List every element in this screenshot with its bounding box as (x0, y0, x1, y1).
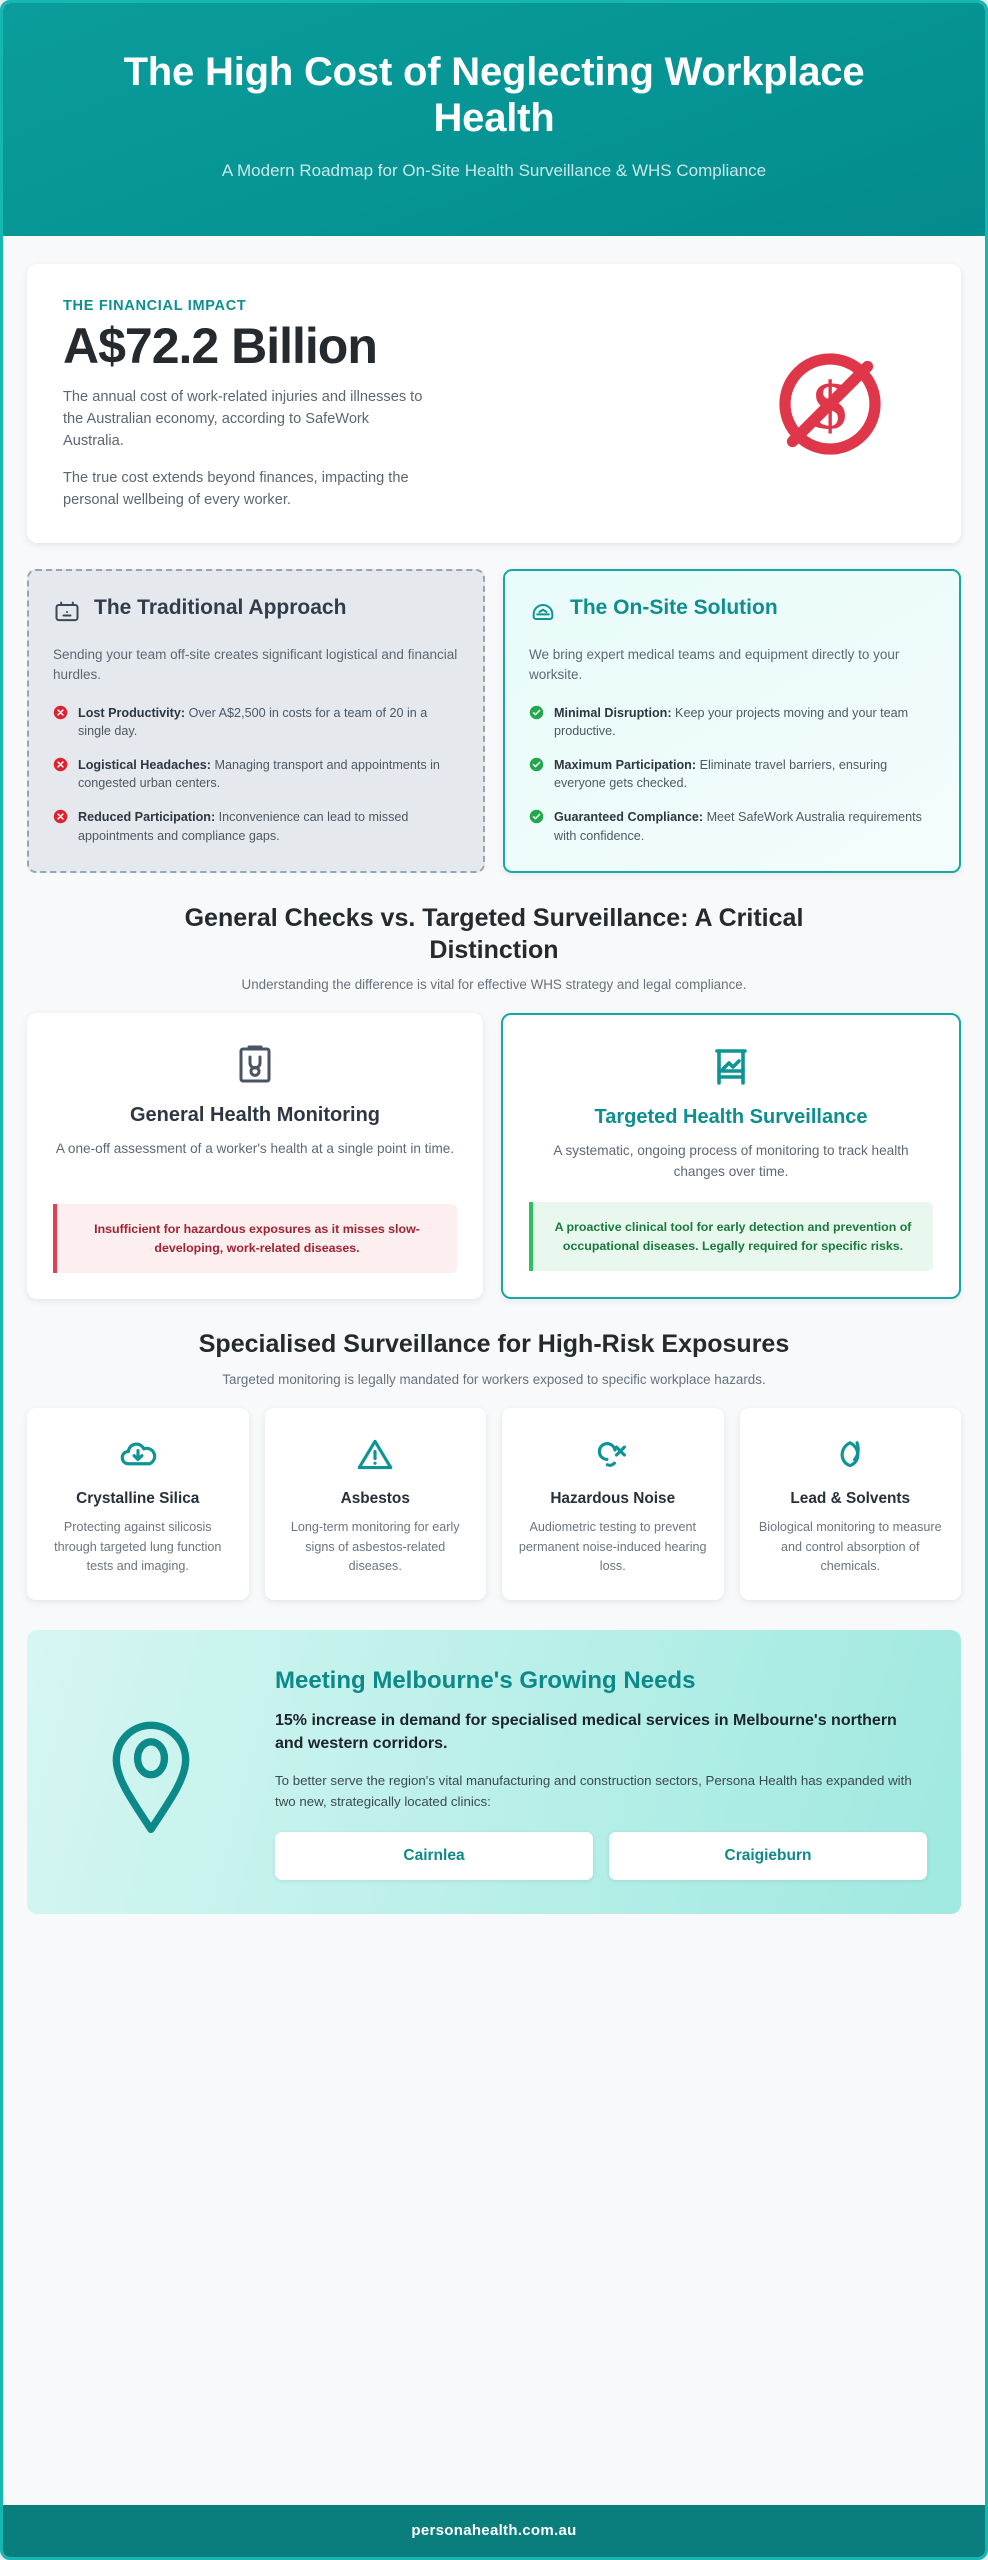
ear-noise-icon (518, 1434, 708, 1476)
melbourne-content (275, 1666, 927, 1881)
list-item-label: Reduced Participation: (78, 810, 216, 824)
clinic-button-craigieburn[interactable]: Craigieburn (609, 1832, 927, 1880)
leaf-chemical-icon (756, 1434, 946, 1476)
list-item-label: Lost Productivity: (78, 705, 186, 720)
targeted-surveillance-description: A systematic, ongoing process of monitoring to track health changes over time. (553, 1143, 909, 1179)
list-item-text (78, 808, 459, 845)
targeted-surveillance-card (501, 1013, 961, 1299)
hazard-text: Long-term monitoring for early signs of asbestos-related diseases. (290, 1520, 460, 1573)
list-item-body: Keep your projects moving and your team productive. (554, 705, 909, 739)
hazards-section-heading (27, 1329, 961, 1389)
clinic-building-icon (53, 598, 81, 631)
hazard-text: Audiometric testing to prevent permanent noise-induced hearing loss. (518, 1520, 707, 1573)
list-item-text (78, 704, 459, 741)
location-pin-icon (61, 1708, 241, 1838)
list-item-body: Meet SafeWork Australia requirements with confidence. (554, 810, 922, 843)
hazard-title: Lead & Solvents (790, 1489, 911, 1507)
onsite-solution-title: The On-Site Solution (570, 596, 778, 619)
list-item-text (78, 756, 459, 793)
check-circle-icon (529, 809, 544, 845)
financial-impact-text (63, 298, 715, 511)
hazard-card-crystalline-silica (27, 1408, 249, 1600)
check-circle-icon (529, 705, 544, 741)
list-item-label: Guaranteed Compliance: (554, 810, 704, 824)
traditional-approach-title: The Traditional Approach (94, 596, 347, 619)
targeted-surveillance-title: Targeted Health Surveillance (594, 1105, 868, 1128)
list-item-label: Logistical Headaches: (78, 757, 211, 772)
warning-triangle-icon (281, 1434, 471, 1476)
onsite-solution-card (503, 569, 961, 873)
clipboard-stethoscope-icon (53, 1041, 457, 1089)
check-circle-icon (529, 757, 544, 793)
mobile-clinic-van-icon (529, 598, 557, 631)
list-item (529, 704, 935, 741)
hazard-title: Hazardous Noise (550, 1489, 676, 1507)
onsite-solution-list (529, 704, 935, 846)
traditional-approach-card (27, 569, 485, 873)
traditional-approach-list (53, 704, 459, 846)
list-item-text (554, 704, 935, 741)
melbourne-expansion-panel (27, 1630, 961, 1915)
list-item (529, 756, 935, 793)
targeted-surveillance-callout: A proactive clinical tool for early detection and prevention of occupational diseases. Legally required for specific risks. (529, 1202, 933, 1271)
onsite-solution-header (529, 595, 935, 631)
patient-bed-icon (529, 1043, 933, 1091)
infographic-body (3, 236, 985, 2505)
hazard-title: Asbestos (340, 1489, 410, 1507)
list-item-body: Managing transport and appointments in congested urban centers. (78, 757, 440, 791)
x-circle-icon (53, 809, 68, 845)
list-item-body: Eliminate travel barriers, ensuring everyone gets checked. (554, 757, 888, 791)
melbourne-stat: 15% increase in demand for specialised medical services in Melbourne's northern and western corridors. (275, 1711, 897, 1752)
onsite-solution-lede: We bring expert medical teams and equipment directly to your worksite. (529, 647, 900, 683)
melbourne-title: Meeting Melbourne's Growing Needs (275, 1666, 696, 1694)
svg-text:$: $ (813, 368, 847, 444)
clinic-button-cairnlea[interactable]: Cairnlea (275, 1832, 593, 1880)
x-circle-icon (53, 705, 68, 741)
financial-impact-paragraph-2: The true cost extends beyond finances, impacting the personal wellbeing of every worker. (63, 469, 409, 508)
distinction-cards (27, 1013, 961, 1299)
traditional-approach-lede: Sending your team off-site creates significant logistical and financial hurdles. (53, 647, 458, 683)
hazards-heading: Specialised Surveillance for High-Risk Exposures (198, 1330, 790, 1359)
distinction-subheading: Understanding the difference is vital for effective WHS strategy and legal compliance. (241, 976, 747, 992)
general-monitoring-callout: Insufficient for hazardous exposures as it misses slow-developing, work-related diseases. (53, 1204, 457, 1273)
hazard-card-lead-solvents (740, 1408, 962, 1600)
financial-impact-eyebrow: THE FINANCIAL IMPACT (63, 297, 247, 314)
hazard-text: Protecting against silicosis through targeted lung function tests and imaging. (54, 1520, 222, 1573)
x-circle-icon (53, 757, 68, 793)
list-item (529, 808, 935, 845)
distinction-section-heading (27, 903, 961, 995)
list-item (53, 704, 459, 741)
melbourne-note: To better serve the region's vital manufacturing and construction sectors, Persona Health has expanded with two new, strategically located clinics: (275, 1773, 912, 1809)
no-dollar-icon (735, 344, 925, 464)
traditional-approach-header (53, 595, 459, 631)
page-title: The High Cost of Neglecting Workplace Health (123, 50, 865, 140)
clinic-buttons (275, 1832, 927, 1880)
general-monitoring-description: A one-off assessment of a worker's health at a single point in time. (55, 1141, 455, 1157)
hazards-subheading: Targeted monitoring is legally mandated for workers exposed to specific workplace hazards. (222, 1371, 766, 1387)
financial-impact-paragraph-1: The annual cost of work-related injuries and illnesses to the Australian economy, according to SafeWork Australia. (63, 389, 423, 450)
list-item-label: Minimal Disruption: (554, 705, 672, 720)
hazard-title: Crystalline Silica (76, 1489, 200, 1507)
financial-impact-card (27, 264, 961, 543)
footer-website[interactable]: personahealth.com.au (411, 2522, 577, 2539)
approach-comparison (27, 569, 961, 873)
hazard-cards (27, 1408, 961, 1600)
footer-bar (3, 2505, 985, 2557)
list-item-text (554, 756, 935, 793)
list-item (53, 756, 459, 793)
hero-header (3, 3, 985, 236)
financial-impact-amount: A$72.2 Billion (63, 317, 377, 374)
list-item-body: Inconvenience can lead to missed appointments and compliance gaps. (78, 810, 409, 843)
distinction-heading: General Checks vs. Targeted Surveillance: A Critical Distinction (184, 904, 804, 964)
list-item-body: Over A$2,500 in costs for a team of 20 in a single day. (78, 705, 428, 739)
dust-cloud-down-icon (43, 1434, 233, 1476)
general-monitoring-title: General Health Monitoring (129, 1103, 381, 1126)
hazard-text: Biological monitoring to measure and control absorption of chemicals. (758, 1520, 942, 1573)
general-monitoring-card (27, 1013, 483, 1299)
hero-subtitle: A Modern Roadmap for On-Site Health Surveillance & WHS Compliance (221, 161, 767, 180)
hazard-card-asbestos (265, 1408, 487, 1600)
list-item-label: Maximum Participation: (554, 757, 697, 772)
list-item (53, 808, 459, 845)
hazard-card-hazardous-noise (502, 1408, 724, 1600)
list-item-text (554, 808, 935, 845)
